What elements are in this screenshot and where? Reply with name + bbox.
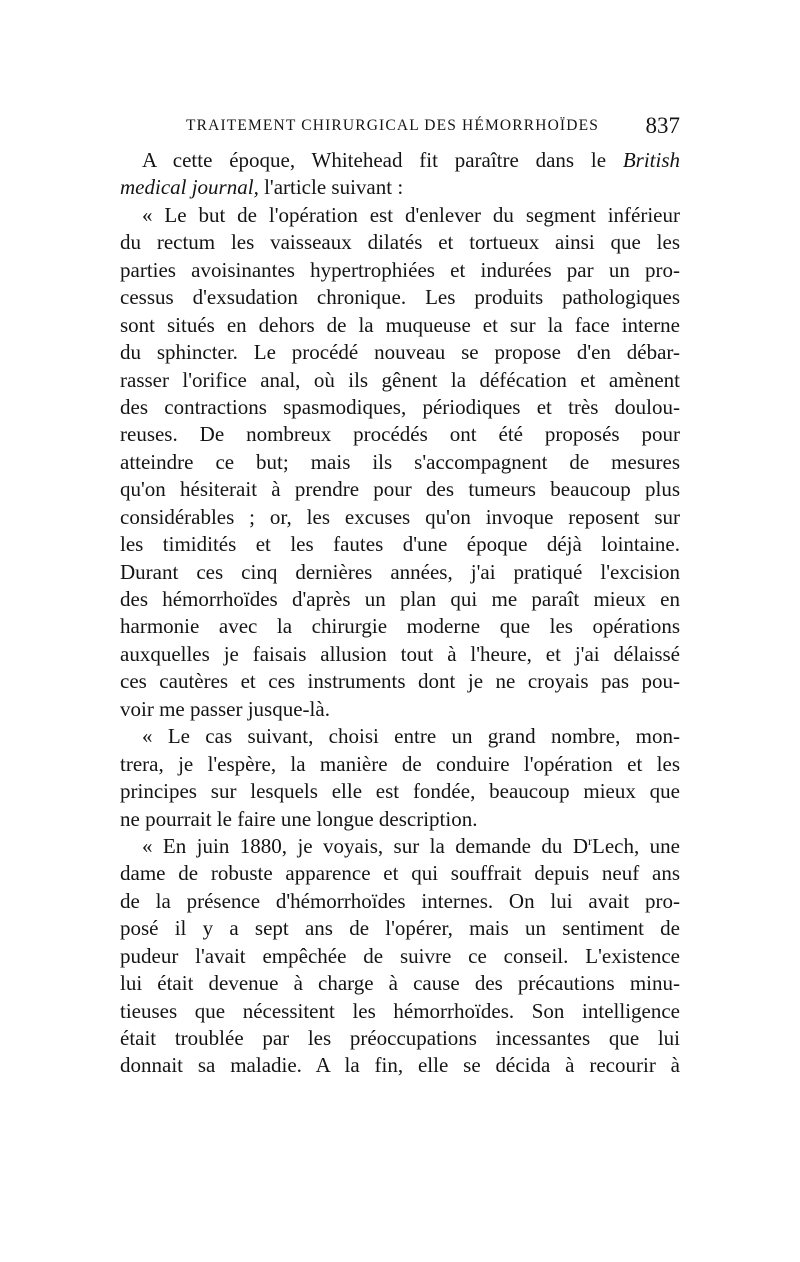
text-line-2	[120, 174, 680, 201]
text-line-15: les timidités et les fautes d'une époque déjà lointaine.	[120, 532, 680, 557]
text-line-32: tieuses que nécessitent les hémorrhoïdes. Son intelligence	[120, 998, 680, 1023]
text-line-24: principes sur lesquels elle est fondée, beaucoup mieux que	[120, 779, 680, 804]
text-line-19: auxquelles je faisais allusion tout à l'heure, et j'ai délaissé	[120, 641, 680, 666]
text-line-34: donnait sa maladie. A la fin, elle se décida à recourir à	[120, 1053, 680, 1078]
text-line-22: « Le cas suivant, choisi entre un grand nombre, mon-	[142, 724, 680, 749]
text-line-33: était troublée par les préoccupations incessantes que lui	[120, 1026, 680, 1050]
text-line-13: qu'on hésiterait à prendre pour des tumeurs beaucoup plus	[120, 477, 680, 502]
text-line-18: harmonie avec la chirurgie moderne que les opérations	[120, 614, 680, 639]
text-line-12: atteindre ce but; mais ils s'accompagnent de mesures	[120, 449, 680, 474]
text-line-21: voir me passer jusque-là.	[120, 696, 330, 721]
text-line-30: pudeur l'avait empêchée de suivre ce conseil. L'existence	[120, 943, 680, 968]
text-line-25: ne pourrait le faire une longue description.	[120, 806, 478, 831]
text-line-31: lui était devenue à charge à cause des précautions minu-	[120, 971, 680, 996]
line-26-superscript: r	[588, 833, 593, 848]
text-line-9: rasser l'orifice anal, où ils gênent la défécation et amènent	[120, 367, 680, 392]
text-line-5: parties avoisinantes hypertrophiées et indurées par un pro-	[120, 257, 680, 282]
line-26-before: « En juin 1880, je voyais, sur la demande du D	[142, 833, 589, 858]
running-head	[120, 113, 680, 143]
text-line-10: des contractions spasmodiques, périodiques et très doulou-	[120, 394, 680, 419]
text-line-6: cessus d'exsudation chronique. Les produits pathologiques	[120, 285, 680, 310]
line-2-italic: medical journal,	[120, 175, 259, 200]
text-line-28: de la présence d'hémorrhoïdes internes. On lui avait pro-	[120, 888, 680, 913]
text-line-16: Durant ces cinq dernières années, j'ai pratiqué l'excision	[120, 559, 680, 584]
text-line-14: considérables ; or, les excuses qu'on invoque reposent sur	[120, 504, 680, 529]
text-line-27: dame de robuste apparence et qui souffrait depuis neuf ans	[120, 861, 680, 886]
body-text	[120, 147, 680, 1080]
text-line-23: trera, je l'espère, la manière de conduire l'opération et les	[120, 751, 680, 776]
text-line-17: des hémorrhoïdes d'après un plan qui me paraît mieux en	[120, 587, 680, 611]
text-line-29: posé il y a sept ans de l'opérer, mais un sentiment de	[120, 916, 680, 941]
text-line-11: reuses. De nombreux procédés ont été proposés pour	[120, 422, 680, 447]
text-line-8: du sphincter. Le procédé nouveau se propose d'en débar-	[120, 340, 680, 365]
text-line-7: sont situés en dehors de la muqueuse et sur la face interne	[120, 312, 680, 337]
line-1-italic: British	[622, 148, 680, 172]
running-title: TRAITEMENT CHIRURGICAL DES HÉMORRHOÏDES	[186, 117, 599, 134]
text-line-4: du rectum les vaisseaux dilatés et tortueux ainsi que les	[120, 230, 680, 255]
text-line-20: ces cautères et ces instruments dont je ne croyais pas pou-	[120, 669, 680, 694]
page-number: 837	[645, 113, 680, 138]
text-line-26	[120, 833, 680, 860]
line-26-after: Lech, une	[592, 833, 680, 858]
line-2-roman: l'article suivant :	[258, 175, 404, 200]
line-1-roman: A cette époque, Whitehead fit paraître dans le	[142, 148, 623, 172]
text-line-3: « Le but de l'opération est d'enlever du segment inférieur	[142, 202, 680, 227]
text-line-1	[120, 147, 680, 174]
